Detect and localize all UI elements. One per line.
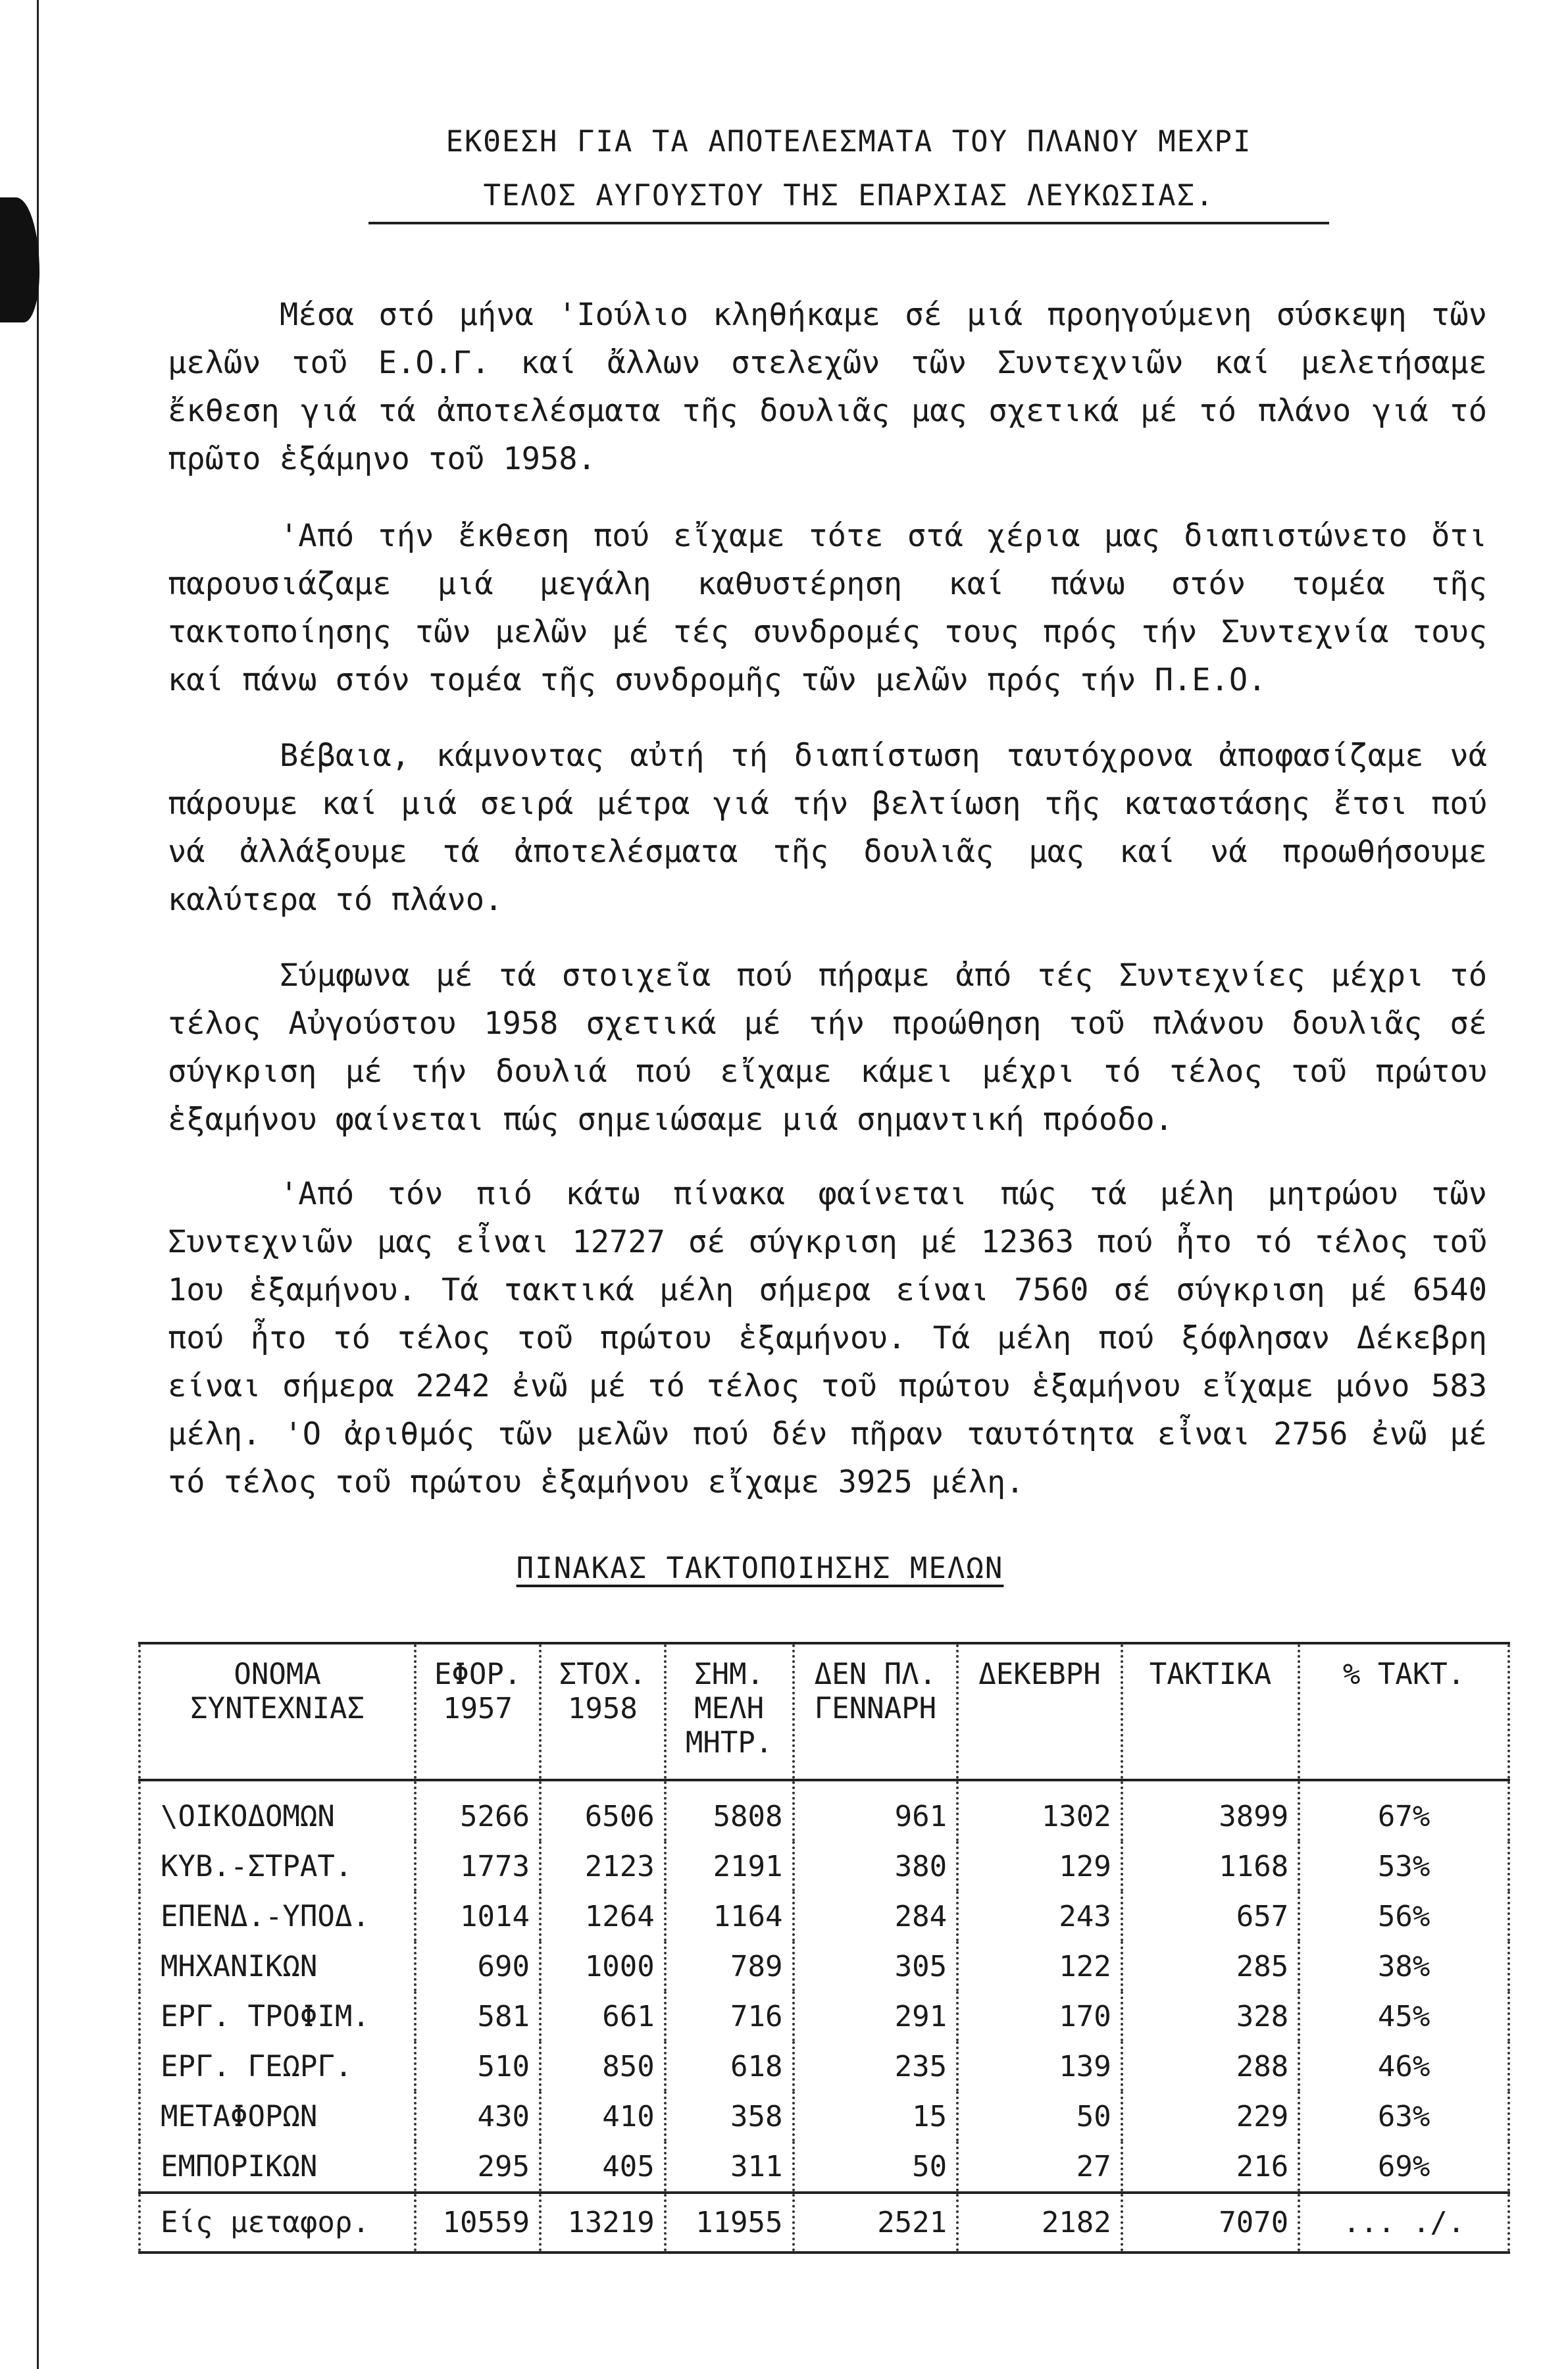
cell-union-name: ΜΗΧΑΝΙΚΩΝ [139, 1941, 415, 1991]
cell-unpaid: 284 [794, 1891, 958, 1941]
cell-stox: 661 [540, 1991, 665, 2041]
cell-unpaid: 305 [794, 1941, 958, 1991]
cell-unpaid: 15 [794, 2091, 958, 2141]
header-efor-1957: ΕΦΟΡ. 1957 [415, 1643, 540, 1780]
cell-efor: 1014 [415, 1891, 540, 1941]
cell-efor: 430 [415, 2091, 540, 2141]
table-row [139, 1891, 1509, 1941]
cell-union-name: \ΟΙΚΟΔΟΜΩΝ [139, 1780, 415, 1841]
cell-percent: 38% [1299, 1941, 1509, 1991]
cell-stox: 850 [540, 2041, 665, 2091]
cell-december: 122 [957, 1941, 1122, 1991]
cell-registered: 789 [665, 1941, 794, 1991]
table-row [139, 1841, 1509, 1891]
cell-percent: 45% [1299, 1991, 1509, 2041]
paragraph-4: Σύμφωνα μέ τά στοιχεῖα πού πήραμε ἀπό τές Συντεχνίες μέχρι τό τέλος Αὐγούστου 1958 σχετικά μέ τήν προώθηση τοῦ πλάνου δουλιᾶς σέ σύγκριση μέ τήν δουλιά πού εἴχαμε κάμει μέχρι τό τέλος τοῦ πρώτου ἑξαμήνου φαίνεται πώς σημειώσαμε μιά σημαντική πρόοδο. [168, 957, 1487, 1138]
cell-union-name: ΕΠΕΝΔ.-ΥΠΟΔ. [139, 1891, 415, 1941]
cell-union-name: ΕΡΓ. ΤΡΟΦΙΜ. [139, 1991, 415, 2041]
cell-regular: 657 [1122, 1891, 1299, 1941]
cell-efor: 5266 [415, 1780, 540, 1841]
paragraph-2: 'Από τήν ἔκθεση πού εἴχαμε τότε στά χέρια μας διαπιστώνετο ὅτι παρουσιάζαμε μιά μεγάλη καθυστέρηση καί πάνω στόν τομέα τῆς τακτοποίησης τῶν μελῶν μέ τές συνδρομές τους πρός τήν Συντεχνία τους καί πάνω στόν τομέα τῆς συνδρομῆς τῶν μελῶν πρός τήν Π.Ε.Ο. [168, 518, 1487, 698]
paragraph-3: Βέβαια, κάμνοντας αὐτή τή διαπίστωση ταυτόχρονα ἀποφασίζαμε νά πάρουμε καί μιά σειρά μέτρα γιά τήν βελτίωση τῆς καταστάσης ἔτσι πού νά ἀλλάξουμε τά ἀποτελέσματα τῆς δουλιᾶς μας καί νά προωθήσουμε καλύτερα τό πλάνο. [168, 738, 1487, 918]
cell-registered: 1164 [665, 1891, 794, 1941]
cell-efor: 1773 [415, 1841, 540, 1891]
footer-efor-total: 10559 [415, 2193, 540, 2253]
cell-stox: 405 [540, 2141, 665, 2193]
cell-percent: 69% [1299, 2141, 1509, 2193]
cell-december: 129 [957, 1841, 1122, 1891]
footer-stox-total: 13219 [540, 2193, 665, 2253]
cell-december: 27 [957, 2141, 1122, 2193]
header-unpaid-january: ΔΕΝ ΠΛ. ΓΕΝΝΑΡΗ [794, 1643, 958, 1780]
cell-union-name: ΜΕΤΑΦΟΡΩΝ [139, 2091, 415, 2141]
members-table [138, 1642, 1510, 2254]
cell-stox: 6506 [540, 1780, 665, 1841]
header-december: ΔΕΚΕΒΡΗ [957, 1643, 1122, 1780]
cell-unpaid: 380 [794, 1841, 958, 1891]
cell-efor: 510 [415, 2041, 540, 2091]
cell-union-name: ΕΡΓ. ΓΕΩΡΓ. [139, 2041, 415, 2091]
header-registered-members: ΣΗΜ. ΜΕΛΗ ΜΗΤΡ. [665, 1643, 794, 1780]
cell-percent: 46% [1299, 2041, 1509, 2091]
header-percent-regular: % ΤΑΚΤ. [1299, 1643, 1509, 1780]
header-union-name: ΟΝΟΜΑ ΣΥΝΤΕΧΝΙΑΣ [139, 1643, 415, 1780]
report-title-line-2: ΤΕΛΟΣ ΑΥΓΟΥΣΤΟΥ ΤΗΣ ΕΠΑΡΧΙΑΣ ΛΕΥΚΩΣΙΑΣ. [368, 179, 1329, 224]
cell-december: 139 [957, 2041, 1122, 2091]
table-row [139, 2091, 1509, 2141]
cell-december: 170 [957, 1991, 1122, 2041]
cell-percent: 56% [1299, 1891, 1509, 1941]
cell-registered: 311 [665, 2141, 794, 2193]
cell-regular: 216 [1122, 2141, 1299, 2193]
header-regular: ΤΑΚΤΙΚΑ [1122, 1643, 1299, 1780]
cell-regular: 229 [1122, 2091, 1299, 2141]
paragraph-5: 'Από τόν πιό κάτω πίνακα φαίνεται πώς τά μέλη μητρώου τῶν Συντεχνιῶν μας εἶναι 12727 σέ σύγκριση μέ 12363 πού ἦτο τό τέλος τοῦ 1ου ἑξαμήνου. Τά τακτικά μέλη σήμερα είναι 7560 σέ σύγκριση μέ 6540 πού ἦτο τό τέλος τοῦ πρώτου ἑξαμήνου. Τά μέλη πού ξόφλησαν Δέκεβρη είναι σήμερα 2242 ἐνῶ μέ τό τέλος τοῦ πρώτου ἑξαμήνου εἴχαμε μόνο 583 μέλη. 'Ο ἀριθμός τῶν μελῶν πού δέν πῆραν ταυτότητα εἶναι 2756 ἐνῶ μέ τό τέλος τοῦ πρώτου ἑξαμήνου εἴχαμε 3925 μέλη. [168, 1176, 1487, 1500]
cell-stox: 1264 [540, 1891, 665, 1941]
cell-regular: 288 [1122, 2041, 1299, 2091]
page-edge-line [37, 0, 39, 2369]
table-title: ΠΙΝΑΚΑΣ ΤΑΚΤΟΠΟΙΗΣΗΣ ΜΕΛΩΝ [516, 1552, 1004, 1585]
cell-regular: 3899 [1122, 1780, 1299, 1841]
cell-efor: 690 [415, 1941, 540, 1991]
cell-unpaid: 961 [794, 1780, 958, 1841]
table-row [139, 1991, 1509, 2041]
cell-stox: 1000 [540, 1941, 665, 1991]
cell-registered: 5808 [665, 1780, 794, 1841]
report-title-line-1: ΕΚΘΕΣΗ ΓΙΑ ΤΑ ΑΠΟΤΕΛΕΣΜΑΤΑ ΤΟΥ ΠΛΑΝΟΥ ΜΕΧΡΙ [445, 125, 1252, 159]
cell-registered: 618 [665, 2041, 794, 2091]
cell-unpaid: 50 [794, 2141, 958, 2193]
footer-percent-total: ... ./. [1299, 2193, 1509, 2253]
cell-union-name: ΚΥΒ.-ΣΤΡΑΤ. [139, 1841, 415, 1891]
table-row [139, 1941, 1509, 1991]
cell-registered: 358 [665, 2091, 794, 2141]
page-edge-blot [0, 197, 39, 322]
footer-december-total: 2182 [957, 2193, 1122, 2253]
cell-december: 1302 [957, 1780, 1122, 1841]
footer-unpaid-total: 2521 [794, 2193, 958, 2253]
footer-registered-total: 11955 [665, 2193, 794, 2253]
cell-efor: 581 [415, 1991, 540, 2041]
table-row [139, 2041, 1509, 2091]
cell-percent: 67% [1299, 1780, 1509, 1841]
table-row [139, 1780, 1509, 1841]
cell-union-name: ΕΜΠΟΡΙΚΩΝ [139, 2141, 415, 2193]
cell-regular: 1168 [1122, 1841, 1299, 1891]
cell-stox: 2123 [540, 1841, 665, 1891]
cell-efor: 295 [415, 2141, 540, 2193]
cell-regular: 285 [1122, 1941, 1299, 1991]
footer-regular-total: 7070 [1122, 2193, 1299, 2253]
cell-registered: 2191 [665, 1841, 794, 1891]
cell-percent: 63% [1299, 2091, 1509, 2141]
table-header-row [139, 1643, 1509, 1780]
footer-carry-forward-label: Είς μεταφορ. [139, 2193, 415, 2253]
cell-stox: 410 [540, 2091, 665, 2141]
cell-december: 243 [957, 1891, 1122, 1941]
cell-unpaid: 235 [794, 2041, 958, 2091]
paragraph-1: Μέσα στό μήνα 'Ιούλιο κληθήκαμε σέ μιά προηγούμενη σύσκεψη τῶν μελῶν τοῦ Ε.Ο.Γ. καί ἄλλων στελεχῶν τῶν Συντεχνιῶν καί μελετήσαμε ἔκθεση γιά τά ἀποτελέσματα τῆς δουλιᾶς μας σχετικά μέ τό πλάνο γιά τό πρῶτο ἑξάμηνο τοῦ 1958. [168, 297, 1487, 477]
table-row [139, 2141, 1509, 2193]
cell-december: 50 [957, 2091, 1122, 2141]
cell-percent: 53% [1299, 1841, 1509, 1891]
table-footer-row [139, 2193, 1509, 2253]
cell-registered: 716 [665, 1991, 794, 2041]
cell-unpaid: 291 [794, 1991, 958, 2041]
header-stox-1958: ΣΤΟΧ. 1958 [540, 1643, 665, 1780]
cell-regular: 328 [1122, 1991, 1299, 2041]
